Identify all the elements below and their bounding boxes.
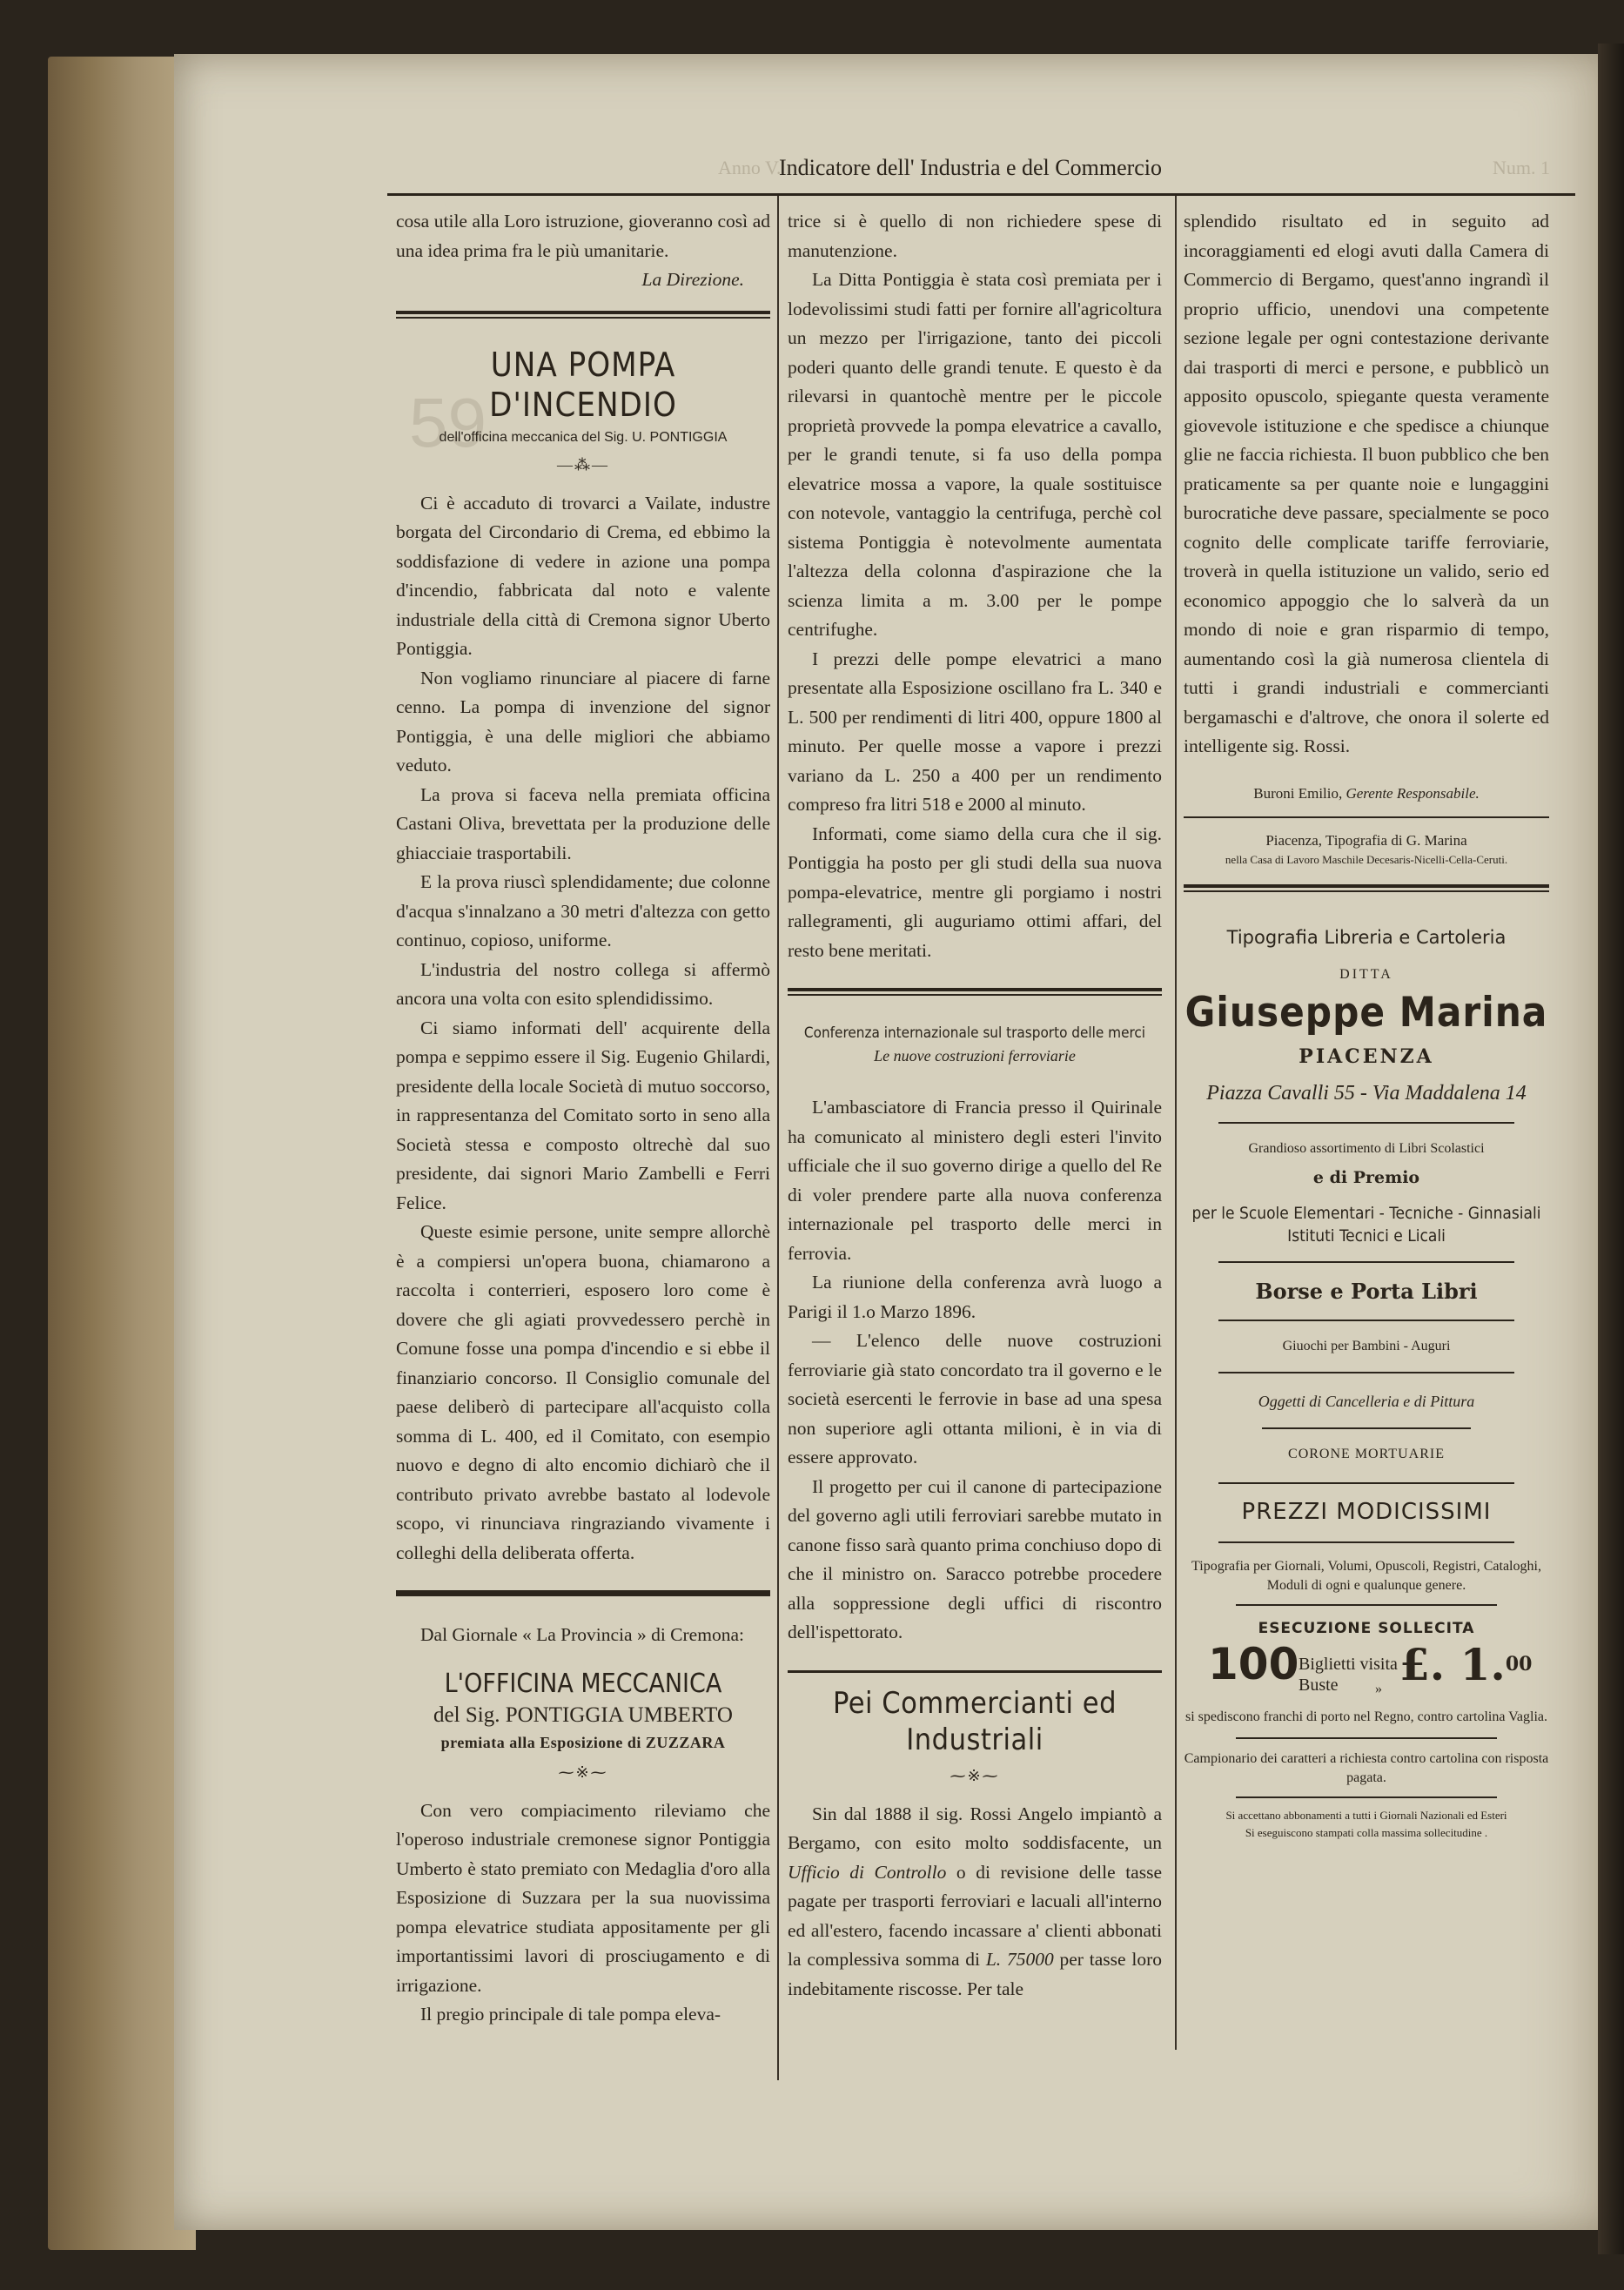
conferenza-title: Conferenza internazionale sul trasporto delle merci <box>803 1024 1146 1042</box>
ad-scuole-1: per le Scuole Elementari - Tecniche - Ginnasiali <box>1191 1203 1541 1223</box>
conferenza-paragraph-4: Il progetto per cui il canone di partecipazione del governo agli utili ferroviari sarebbe mutato in canone fisso sarà quanto prima conchiuso dopo di che il ministro on. Saracco potrebbe procedere alla soppressione degli uffici di riscontro dell'ispettorato. <box>788 1475 1162 1642</box>
thick-section-rule <box>396 1590 770 1596</box>
pei-commercianti-title: Pei Commercianti ed Industriali <box>833 1685 1117 1757</box>
ad-rule <box>1236 1604 1497 1606</box>
ornament: ⁓※⁓ <box>558 1763 608 1781</box>
pei-text-a: Sin dal 1888 il sig. Rossi Angelo impiantò a Bergamo, con esito molto soddisfacente, un <box>788 1803 1162 1853</box>
ad-premio: e di Premio <box>1312 1168 1420 1187</box>
intro-signature: La Direzione. <box>641 269 744 290</box>
column-1 <box>396 207 770 2030</box>
gerente-line <box>1184 779 1549 809</box>
pontiggia-paragraph-2: I prezzi delle pompe elevatrici a mano presentate alla Esposizione oscillano fra L. 340 e L. 500 per rendimenti di litri 400, oppure 1800 al minuto. Per quelle mosse a vapore i prezzi variano da L. 250 a 400 per un rendimento compreso fra litri 518 e 2000 al minuto. <box>788 648 1162 815</box>
pompa-paragraph-1: Ci è accaduto di trovarci a Vailate, industre borgata del Circondario di Crema, ed ebbimo la soddisfazione di vedere in azione una pompa d'incendio, fabbricata dal noto e valente industriale della città di Cremona signor Uberto Pontiggia. <box>396 492 770 659</box>
ad-prezzi: PREZZI MODICISSIMI <box>1241 1499 1492 1525</box>
marina-advertisement <box>1184 923 1549 1842</box>
pompa-article-title: UNA POMPA D'INCENDIO <box>489 345 677 424</box>
rossi-paragraph: splendido risultato ed in seguito ad incoraggiamenti ed elogi avuti dalla Camera di Commercio di Bergamo, quest'anno ingrandì il proprio ufficio, unendovi una competente sezione legale per ogni contestazione derivante dai trasporti di merci e persone, e pubblicò un apposito opuscolo, spiegante questa veramente giovevole istituzione e che spedisce a chiunque glie ne faccia richiesta. Il buon pubblico che ben praticamente sa per quante noie e lungaggini burocratiche deve passare, specialmente se poco cognito delle complicate tariffe ferroviarie, troverà in quella istituzione un valido, serio ed economico appoggio che lo salverà da un mondo di noie e gran risparmio di tempo, aumentando così la già numerosa clientela di tutti i grandi industriali e commercianti bergamaschi e d'altrove, che onora il solerte ed intelligente sig. Rossi. <box>1184 211 1549 756</box>
ad-rule <box>1262 1427 1471 1429</box>
ad-biglietti <box>1299 1654 1398 1696</box>
pei-paragraph-1 <box>788 1800 1162 2005</box>
ad-assortimento: Grandioso assortimento di Libri Scolastici <box>1248 1141 1485 1156</box>
ad-hundred: 100 <box>1208 1639 1299 1689</box>
officina-title: L'OFFICINA MECCANICA <box>444 1668 722 1699</box>
pompa-article-subtitle: dell'officina meccanica del Sig. U. PONTIGGIA <box>439 429 728 445</box>
pontiggia-paragraph-0: trice si è quello di non richiedere spese di manutenzione. <box>788 211 1162 261</box>
pompa-paragraph-6: Ci siamo informati dell' acquirente della pompa e seppimo essere il Sig. Eugenio Ghilardi, presidente della locale Società di mutuo soccorso, in rappresentanza del Comitato sorto in seno alla Società stessa e composto oltrechè dal suo presidente, dai signori Mario Zambelli e Ferri Felice. <box>396 1017 770 1213</box>
pompa-paragraph-7: Queste esimie persone, unite sempre allorchè è a compiersi un'opera buona, chiamarono a raccolta i conterrieri, esposero loro come è dovere che gli agiati provvedessero perchè in Comune fosse una pompa d'incendio e si ebbe il finanziario concorso. Il Consiglio comunale del paese deliberò di partecipare all'acquisto colla somma di L. 400, ed il Comitato, con esempio nuovo e degno di alto encomio dichiarò che il contributo privato avrebbe bastato al lodevole scopo, vi rinunciava ringraziando vivamente i colleghi della deliberata offerta. <box>396 1221 770 1563</box>
pompa-paragraph-5: L'industria del nostro collega si affermò ancora una volta con esito splendidissimo. <box>396 958 770 1009</box>
page-header-title: Indicatore dell' Industria e del Commercio <box>779 155 1163 180</box>
section-rule <box>788 1670 1162 1673</box>
page-header <box>387 155 1575 188</box>
ad-price <box>1399 1639 1533 1690</box>
ad-spediscono: si spediscono franchi di porto nel Regno, contro cartolina Vaglia. <box>1184 1709 1548 1724</box>
ad-buste-label: Buste <box>1299 1676 1339 1695</box>
gerente-role: Gerente Responsabile. <box>1346 784 1480 802</box>
pei-text-ufficio: Ufficio di Controllo <box>788 1861 947 1883</box>
ad-buste-mark: » <box>1375 1682 1382 1696</box>
rule <box>1184 816 1549 818</box>
ad-tipografia-desc: Tipografia per Giornali, Volumi, Opuscoli, Registri, Cataloghi, Moduli di ogni e qualunque genere. <box>1191 1558 1541 1593</box>
column-divider-2 <box>1175 196 1177 2050</box>
ad-ditta: DITTA <box>1339 966 1393 982</box>
bleed-through-mark: 59 <box>409 384 487 461</box>
book-spine <box>1598 44 1624 2254</box>
officina-subtitle: del Sig. PONTIGGIA UMBERTO <box>433 1702 733 1727</box>
ad-address: Piazza Cavalli 55 - Via Maddalena 14 <box>1206 1081 1527 1105</box>
ad-giuochi: Giuochi per Bambini - Auguri <box>1282 1339 1451 1353</box>
ad-borse: Borse e Porta Libri <box>1255 1278 1478 1304</box>
ornament: ⁓※⁓ <box>950 1766 1000 1784</box>
ad-biglietti-label: Biglietti visita <box>1299 1655 1398 1674</box>
ad-rule <box>1218 1261 1514 1263</box>
ad-city: PIACENZA <box>1299 1045 1434 1068</box>
section-rule <box>396 311 770 319</box>
ad-oggetti: Oggetti di Cancelleria e di Pittura <box>1258 1393 1475 1410</box>
conferenza-paragraph-1: L'ambasciatore di Francia presso il Quirinale ha comunicato al ministero degli esteri l'invito ufficiale che il suo governo dirige a quello del Re di voler prendere parte alla nuova conferenza internazionale pel trasporto delle merci in ferrovia. <box>788 1097 1162 1264</box>
officina-award-line: premiata alla Esposizione di ZUZZARA <box>440 1733 726 1751</box>
ad-abbonamenti: Si accettano abbonamenti a tutti i Giornali Nazionali ed Esteri <box>1225 1809 1507 1822</box>
header-ghost-right: Num. 1 <box>1493 157 1550 178</box>
pei-text-e: per tasse loro indebitamente riscosse. Per tale <box>788 1949 1162 1999</box>
column-2 <box>788 207 1162 2004</box>
pei-text-amount: L. 75000 <box>985 1949 1054 1970</box>
ad-rule <box>1218 1320 1514 1321</box>
ornament: —⁂— <box>557 455 609 473</box>
pompa-paragraph-4: E la prova riuscì splendidamente; due colonne d'acqua s'innalzano a 30 metri d'altezza con getto continuo, copioso, uniforme. <box>396 871 770 950</box>
officina-paragraph-2: Il pregio principale di tale pompa eleva- <box>420 2004 721 2025</box>
ad-campionario: Campionario dei caratteri a richiesta contro cartolina con risposta pagata. <box>1184 1751 1549 1785</box>
pontiggia-paragraph-3: Informati, come siamo della cura che il sig. Pontiggia ha posto per gli studi della sua nuova pompa-elevatrice, mentre gli porgiamo i nostri rallegramenti, gli auguriamo ottimi affari, del resto bene meritati. <box>788 823 1162 961</box>
ad-rule <box>1218 1482 1514 1484</box>
ad-stampati: Si eseguiscono stampati colla massima sollecitudine . <box>1245 1826 1488 1839</box>
section-rule <box>1184 884 1549 892</box>
ad-rule <box>1218 1122 1514 1124</box>
giornale-paragraph: Dal Giornale « La Provincia » di Cremona: <box>420 1624 744 1645</box>
column-divider-1 <box>777 196 779 2080</box>
conferenza-paragraph-2: La riunione della conferenza avrà luogo a Parigi il 1.o Marzo 1896. <box>788 1272 1162 1322</box>
ad-corone: CORONE MORTUARIE <box>1288 1446 1445 1461</box>
gerente-name: Buroni Emilio, <box>1253 784 1343 802</box>
pei-text-c: o di revisione delle tasse pagate per trasporti ferroviari e lacuali all'interno ed all'estero, facendo incassare a' clienti abbonati la complessiva somma di <box>788 1861 1162 1970</box>
tipografia-address: nella Casa di Lavoro Maschile Decesaris-Nicelli-Cella-Ceruti. <box>1225 853 1508 866</box>
ad-company-name: Giuseppe Marina <box>1184 989 1548 1037</box>
header-rule <box>387 193 1575 196</box>
ad-rule <box>1218 1372 1514 1373</box>
pompa-paragraph-2: Non vogliamo rinunciare al piacere di farne cenno. La pompa di invenzione del signor Pontiggia, è una delle migliori che abbiamo veduto. <box>396 667 770 776</box>
ad-price-cents: 00 <box>1505 1653 1533 1676</box>
header-ghost-left: Anno V. <box>718 157 782 178</box>
ad-rule <box>1236 1737 1497 1739</box>
ad-esecuzione: ESECUZIONE SOLLECITA <box>1258 1619 1475 1637</box>
ad-line-1: Tipografia Libreria e Cartoleria <box>1226 927 1507 948</box>
ad-rule <box>1236 1796 1497 1798</box>
ad-price-lire: £. 1. <box>1399 1639 1506 1690</box>
ad-rule <box>1218 1541 1514 1543</box>
pontiggia-paragraph-1: La Ditta Pontiggia è stata così premiata per i lodevolissimi studi fatti per fornire all'agricoltura un mezzo per l'irrigazione, tanto dei piccoli poderi quanto delle grandi tenute. E questo è da rilevarsi in quantochè mentre per le piccole proprietà provvede la pompa elevatrice a cavallo, per le grandi tenute, si fa uso della pompa elevatrice mossa a vapore, la quale sostituisce con notevole, vantaggio la centrifuga, perchè col sistema Pontiggia è notevolmente aumentata l'altezza della colonna d'aspirazione che la scienza limita a m. 3.00 per le pompe centrifughe. <box>788 269 1162 640</box>
tipografia-line: Piacenza, Tipografia di G. Marina <box>1265 832 1467 849</box>
pompa-paragraph-3: La prova si faceva nella premiata officina Castani Oliva, brevettata per la produzione delle ghiacciaie trasportabili. <box>396 783 770 863</box>
column-3 <box>1184 207 1549 1842</box>
ad-scuole-2: Istituti Tecnici e Licali <box>1287 1226 1446 1246</box>
ad-price-row <box>1184 1639 1549 1702</box>
conferenza-paragraph-3: — L'elenco delle nuove costruzioni ferroviarie già stato concordato tra il governo e le società esercenti le ferrovie in base ad una spesa non superiore agli ottanta milioni, è in via di essere approvato. <box>788 1330 1162 1467</box>
officina-paragraph-1: Con vero compiacimento rileviamo che l'operoso industriale cremonese signor Pontiggia Umberto è stato premiato con Medaglia d'oro alla Esposizione di Suzzara per la sua nuovissima pompa elevatrice studiata appositamente per gli importantissimi lavori di prosciugamento e di irrigazione. <box>396 1799 770 1996</box>
conferenza-subtitle: Le nuove costruzioni ferroviarie <box>874 1047 1076 1064</box>
section-rule <box>788 988 1162 996</box>
intro-paragraph: cosa utile alla Loro istruzione, gioveranno così ad una idea prima fra le più umanitarie. <box>396 211 770 261</box>
